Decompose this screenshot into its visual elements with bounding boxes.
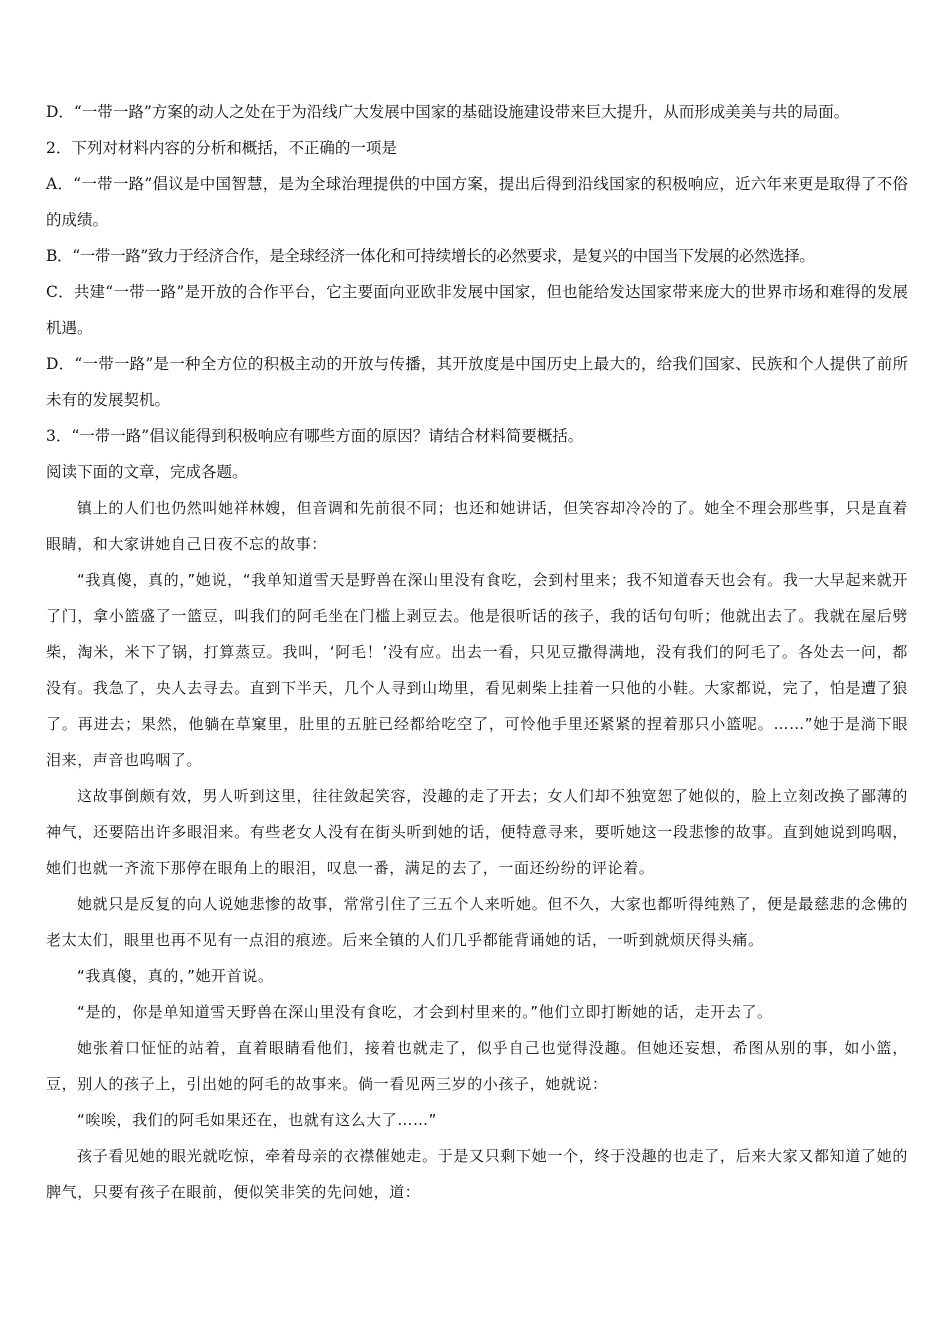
q3-stem: 3．“一带一路”倡议能得到积极响应有哪些方面的原因？请结合材料简要概括。 bbox=[46, 427, 584, 445]
story-paragraph-3: 这故事倒颇有效，男人听到这里，往往敛起笑容，没趣的走了开去；女人们却不独宽恕了她似的，脸上立刻改换了鄙薄的神气，还要陪出许多眼泪来。有些老女人没有在街头听到她的话，便特意寻来，要听她这一段悲惨的故事。直到她说到呜咽，她们也就一齐流下那停在眼角上的眼泪，叹息一番，满足的去了，一面还纷纷的评论着。 bbox=[46, 787, 908, 877]
reading-instruction: 阅读下面的文章，完成各题。 bbox=[46, 463, 248, 481]
document-page bbox=[46, 94, 908, 1210]
q2-option-b: B．“一带一路”致力于经济合作，是全球经济一体化和可持续增长的必然要求，是复兴的中国当下发展的必然选择。 bbox=[46, 247, 815, 265]
q2-option-a: A．“一带一路”倡议是中国智慧，是为全球治理提供的中国方案，提出后得到沿线国家的积极响应，近六年来更是取得了不俗的成绩。 bbox=[46, 175, 908, 229]
story-paragraph-7: 她张着口怔怔的站着，直着眼睛看他们，接着也就走了，似乎自己也觉得没趣。但她还妄想，希图从别的事，如小篮，豆，别人的孩子上，引出她的阿毛的故事来。倘一看见两三岁的小孩子，她就说： bbox=[46, 1039, 908, 1093]
story-paragraph-9: 孩子看见她的眼光就吃惊，牵着母亲的衣襟催她走。于是又只剩下她一个，终于没趣的也走了，后来大家又都知道了她的脾气，只要有孩子在眼前，便似笑非笑的先问她，道： bbox=[46, 1147, 908, 1201]
story-paragraph-1: 镇上的人们也仍然叫她祥林嫂，但音调和先前很不同；也还和她讲话，但笑容却冷冷的了。她全不理会那些事，只是直着眼睛，和大家讲她自己日夜不忘的故事： bbox=[46, 499, 908, 553]
story-paragraph-6: “是的，你是单知道雪天野兽在深山里没有食吃，才会到村里来的。”他们立即打断她的话，走开去了。 bbox=[77, 1003, 773, 1021]
q2-option-d: D．“一带一路”是一种全方位的积极主动的开放与传播，其开放度是中国历史上最大的，给我们国家、民族和个人提供了前所未有的发展契机。 bbox=[46, 355, 908, 409]
story-paragraph-4: 她就只是反复的向人说她悲惨的故事，常常引住了三五个人来听她。但不久，大家也都听得纯熟了，便是最慈悲的念佛的老太太们，眼里也再不见有一点泪的痕迹。后来全镇的人们几乎都能背诵她的话，一听到就烦厌得头痛。 bbox=[46, 895, 908, 949]
q2-option-c: C．共建“一带一路”是开放的合作平台，它主要面向亚欧非发展中国家，但也能给发达国家带来庞大的世界市场和难得的发展机遇。 bbox=[46, 283, 908, 337]
story-paragraph-2: “我真傻，真的，”她说，“我单知道雪天是野兽在深山里没有食吃，会到村里来；我不知道春天也会有。我一大早起来就开了门，拿小篮盛了一篮豆，叫我们的阿毛坐在门槛上剥豆去。他是很听话的孩子，我的话句句听；他就出去了。我就在屋后劈柴，淘米，米下了锅，打算蒸豆。我叫，‘阿毛！’没有应。出去一看，只见豆撒得满地，没有我们的阿毛了。各处去一问，都没有。我急了，央人去寻去。直到下半天，几个人寻到山坳里，看见刺柴上挂着一只他的小鞋。大家都说，完了，怕是遭了狼了。再进去；果然，他躺在草窠里，肚里的五脏已经都给吃空了，可怜他手里还紧紧的捏着那只小篮呢。……”她于是淌下眼泪来，声音也呜咽了。 bbox=[46, 571, 908, 769]
story-paragraph-8: “唉唉，我们的阿毛如果还在，也就有这么大了……” bbox=[77, 1111, 437, 1129]
q1-option-d: D．“一带一路”方案的动人之处在于为沿线广大发展中国家的基础设施建设带来巨大提升，从而形成美美与共的局面。 bbox=[46, 103, 850, 121]
q2-stem: 2．下列对材料内容的分析和概括，不正确的一项是 bbox=[46, 139, 397, 157]
story-paragraph-5: “我真傻，真的，”她开首说。 bbox=[77, 967, 274, 985]
